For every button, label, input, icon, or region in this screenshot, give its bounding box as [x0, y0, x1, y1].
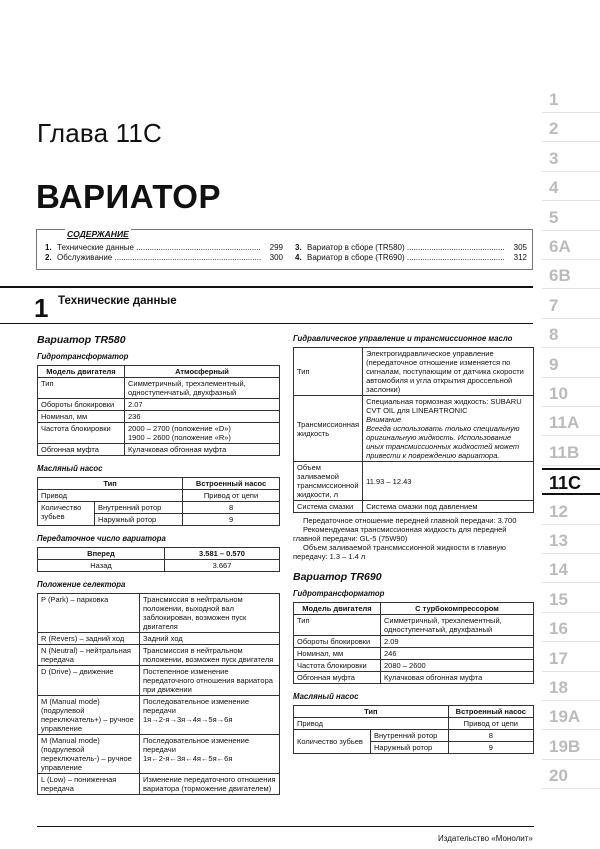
chapter-tab[interactable]: 7 — [542, 292, 600, 319]
tr690-heading: Вариатор TR690 — [293, 571, 382, 583]
tr690-torque-label: Гидротрансформатор — [293, 589, 385, 598]
chapter-tab[interactable]: 4 — [542, 174, 600, 201]
chapter-tab[interactable]: 19B — [542, 733, 600, 760]
toc-item[interactable] — [295, 252, 527, 263]
chapter-tab[interactable]: 6B — [542, 262, 600, 289]
table-row: Трансмиссионная жидкость Специальная тормозная жидкость: SUBARU CVT OIL для LINEARTRONIC Внимание Всегда использовать только специальную оригинальную жидкость. Использование иных трансмиссионных жидкостей может привести к повреждению вариатора. — [294, 396, 534, 462]
table-row: Наружный ротор 9 — [38, 514, 280, 526]
table-row: Частота блокировки 2080 – 2600 — [294, 660, 534, 672]
chapter-tab[interactable]: 5 — [542, 204, 600, 231]
toc-item[interactable] — [45, 252, 283, 263]
chapter-tab[interactable]: 11C — [542, 468, 600, 495]
col-header: С турбокомпрессором — [381, 603, 534, 615]
table-row: Номинал, мм 236 — [38, 411, 280, 423]
table-row: Количество зубьев Внутренний ротор 8 — [38, 502, 280, 514]
table-row: N (Neutral) – нейтральная передача Трансмиссия в нейтральном положении, возможен пуск двигателя — [38, 645, 280, 666]
tr690-pump-table — [293, 705, 534, 754]
chapter-tab[interactable]: 19A — [542, 703, 600, 730]
tr580-torque-table — [37, 365, 280, 456]
toc-text: Вариатор в сборе (TR690) ..... — [307, 252, 505, 263]
table-row: Обгонная муфта Кулачковая обгонная муфта — [294, 672, 534, 684]
table-row: Система смазки Система смазки под давлением — [294, 501, 534, 513]
note: Рекомендуемая трансмиссионная жидкость для передней главной передачи: GL-5 (75W90) — [293, 525, 507, 543]
warning-note: Внимание Всегда использовать только специальную оригинальную жидкость. Использование иных трансмиссионных жидкостей может привести к повреждению вариатора. — [366, 415, 520, 460]
tr690-torque-table — [293, 602, 534, 684]
chapter-tab[interactable]: 15 — [542, 586, 600, 613]
table-row: Обороты блокировки 2.07 — [38, 399, 280, 411]
chapter-tab[interactable]: 14 — [542, 556, 600, 583]
hydraulics-table — [293, 347, 534, 513]
tr690-pump-label: Масляный насос — [293, 692, 359, 701]
toc-text: Обслуживание ..... — [57, 252, 261, 263]
chapter-tab[interactable]: 2 — [542, 115, 600, 142]
table-row: M (Manual mode) (подрулевой переключатель+) – ручное управление Последовательное изменение передачи 1я→2-я→3я→4я→5я→6я — [38, 696, 280, 735]
tr580-heading: Вариатор TR580 — [37, 334, 126, 346]
tr580-pump-table — [37, 477, 280, 526]
tr580-selector-table — [37, 593, 280, 795]
chapter-tab[interactable]: 16 — [542, 615, 600, 642]
chapter-tab[interactable]: 18 — [542, 674, 600, 701]
chapter-label: Глава 11С — [37, 118, 163, 148]
chapter-tab[interactable]: 17 — [542, 645, 600, 672]
col-header: Атмосферный — [125, 366, 280, 378]
table-row: L (Low) – пониженная передача Изменение передаточного отношения вариатора (торможение двигателем) — [38, 774, 280, 795]
table-row: Тип Симметричный, трехэлементный, одноступенчатый, двухфазный — [294, 615, 534, 636]
left-column — [37, 334, 280, 795]
chapter-tab[interactable]: 11B — [542, 439, 600, 466]
hydraulics-heading: Гидравлическое управление и трансмиссионное масло — [293, 334, 513, 343]
table-row: Вперед 3.581 – 0.570 — [38, 548, 280, 560]
toc-heading: СОДЕРЖАНИЕ — [67, 229, 129, 239]
toc-text: Технические данные ..... — [57, 242, 261, 253]
table-row: P (Park) – парковка Трансмиссия в нейтральном положении, выходной вал заблокирован, возможен пуск двигателя — [38, 594, 280, 633]
toc-text: Вариатор в сборе (TR580) ..... — [307, 242, 505, 253]
chapter-tab[interactable]: 10 — [542, 380, 600, 407]
table-row: Номинал, мм 246 — [294, 648, 534, 660]
chapter-tab[interactable]: 6A — [542, 233, 600, 260]
table-row: Назад 3.667 — [38, 560, 280, 572]
toc-num: 2. — [45, 253, 52, 262]
table-row: Тип Симметричный, трехэлементный, одноступенчатый, двухфазный — [38, 378, 280, 399]
col-header: Модель двигателя — [294, 603, 381, 615]
col-header: Встроенный насос — [183, 478, 280, 490]
table-row: Частота блокировки 2000 – 2700 (положение «D») 1900 – 2600 (положение «R») — [38, 423, 280, 444]
col-header: Модель двигателя — [38, 366, 125, 378]
toc-box — [36, 229, 533, 270]
chapter-tab[interactable]: 13 — [542, 527, 600, 554]
tr580-ratio-table — [37, 547, 280, 572]
chapter-tab[interactable]: 9 — [542, 351, 600, 378]
toc-num: 3. — [295, 243, 302, 252]
note: Передаточное отношение передней главной передачи: 3.700 — [303, 516, 517, 525]
toc-page: 312 — [513, 253, 527, 262]
table-row: Привод Привод от цепи — [294, 718, 534, 730]
fluid-spec: Специальная тормозная жидкость: SUBARU CVT OIL для LINEARTRONIC — [366, 397, 522, 415]
table-row: Обгонная муфта Кулачковая обгонная муфта — [38, 444, 280, 456]
divider — [0, 286, 533, 288]
toc-num: 4. — [295, 253, 302, 262]
chapter-tab[interactable]: 1 — [542, 86, 600, 113]
footer-rule — [37, 826, 534, 827]
page-title: ВАРИАТОР — [36, 178, 221, 215]
tr580-torque-label: Гидротрансформатор — [37, 352, 129, 361]
table-row: D (Drive) – движение Постепенное изменение передаточного отношения вариатора при движении — [38, 666, 280, 696]
table-row: Привод Привод от цепи — [38, 490, 280, 502]
table-row: R (Revers) – задний ход Задний ход — [38, 633, 280, 645]
chapter-tab[interactable]: 12 — [542, 498, 600, 525]
tr580-pump-label: Масляный насос — [37, 464, 103, 473]
right-column — [293, 334, 534, 754]
table-row: M (Manual mode) (подрулевой переключатель-) – ручное управление Последовательное изменение передачи 1я←2-я←3я←4я←5я←6я — [38, 735, 280, 774]
section-number: 1 — [34, 293, 49, 323]
section-title: Технические данные — [58, 295, 177, 307]
chapter-tab[interactable]: 8 — [542, 321, 600, 348]
col-header: Тип — [294, 706, 449, 718]
publisher-footer: Издательство «Монолит» — [438, 834, 533, 843]
chapter-tab[interactable]: 11A — [542, 409, 600, 436]
table-row: Количество зубьев Внутренний ротор 8 — [294, 730, 534, 742]
table-row: Объем заливаемой трансмиссионной жидкости, л 11.93 – 12.43 — [294, 462, 534, 501]
table-row: Тип Электрогидравлическое управление (передаточное отношение изменяется по сигналам, поступающим от датчика скорости автомобиля и угла открытия дроссельной заслонки) — [294, 348, 534, 396]
toc-page: 305 — [513, 243, 527, 252]
col-header: Тип — [38, 478, 183, 490]
col-header: Встроенный насос — [448, 706, 533, 718]
tr580-selector-label: Положение селектора — [37, 580, 126, 589]
note: Объем заливаемой трансмиссионной жидкости в главную передачу: 1.3 – 1.4 л — [293, 543, 506, 561]
chapter-tab[interactable]: 3 — [542, 145, 600, 172]
tr580-ratio-label: Передаточное число вариатора — [37, 534, 166, 543]
toc-page: 300 — [269, 253, 283, 262]
toc-page: 299 — [269, 243, 283, 252]
chapter-tab[interactable]: 20 — [542, 762, 600, 789]
toc-num: 1. — [45, 243, 52, 252]
table-row: Наружный ротор 9 — [294, 742, 534, 754]
divider — [0, 323, 533, 324]
table-row: Обороты блокировки 2.09 — [294, 636, 534, 648]
